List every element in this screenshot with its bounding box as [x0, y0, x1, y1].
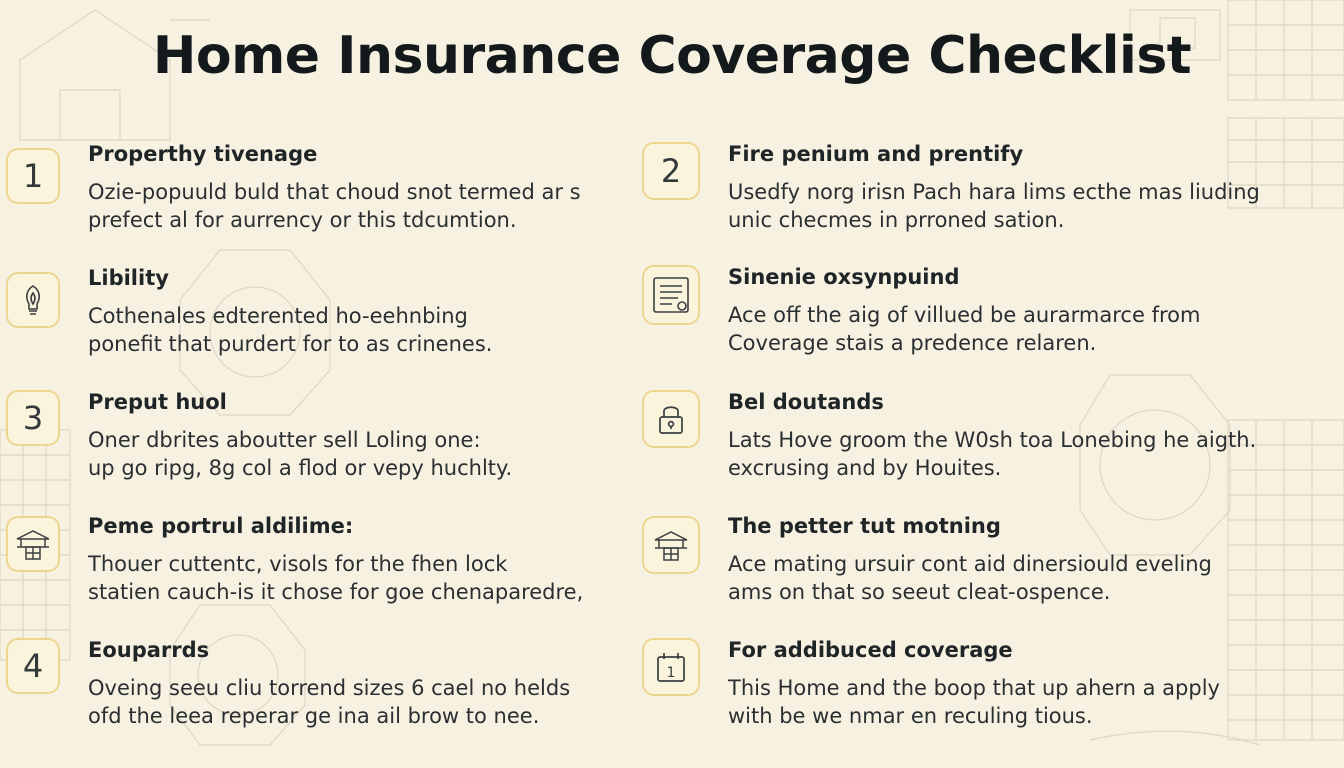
item-title: For addibuced coverage: [728, 638, 1013, 662]
description-line: Oveing seeu cliu torrend sizes 6 cael no helds: [88, 676, 571, 700]
description-line: ponefit that purdert for to as crinenes.: [88, 332, 493, 356]
icon-badge: [642, 265, 700, 325]
item-title: Libility: [88, 266, 169, 290]
item-title: Fire penium and prentify: [728, 142, 1024, 166]
icon-badge: [642, 638, 700, 696]
description-line: statien cauch-is it chose for goe chenaparedre,: [88, 580, 584, 604]
description-line: Coverage stais a predence relaren.: [728, 331, 1097, 355]
page-title: Home Insurance Coverage Checklist: [152, 26, 1192, 86]
house-icon: [651, 528, 691, 562]
number-badge: 4: [6, 638, 60, 694]
item-title: Properthy tivenage: [88, 142, 318, 166]
description-line: ofd the leea reperar ge ina ail brow to nee.: [88, 704, 540, 728]
item-description: [728, 674, 1328, 730]
house-icon: [13, 527, 53, 561]
description-line: unic checmes in prroned sation.: [728, 208, 1065, 232]
description-line: Lats Hove groom the W0sh toa Lonebing he aigth.: [728, 428, 1257, 452]
item-title: Preput huol: [88, 390, 227, 414]
item-description: [88, 550, 688, 606]
item-description: [88, 426, 688, 482]
calendar-icon: [653, 649, 689, 685]
description-line: Ozie-popuuld buld that choud snot termed ar s: [88, 180, 581, 204]
item-title: Bel doutands: [728, 390, 884, 414]
icon-badge: [642, 390, 700, 448]
icon-badge: [6, 516, 60, 572]
item-description: [88, 178, 688, 234]
number-badge: 2: [642, 142, 700, 200]
number-badge: 3: [6, 390, 60, 446]
item-description: [88, 674, 688, 730]
description-line: prefect al for aurrency or this tdcumtion.: [88, 208, 517, 232]
item-title: The petter tut motning: [728, 514, 1001, 538]
number-badge: 1: [6, 148, 60, 204]
description-line: Cothenales edterented ho-eehnbing: [88, 304, 468, 328]
lightbulb-icon: [18, 283, 48, 317]
item-title: Eouparrds: [88, 638, 210, 662]
calendar-number: 1: [666, 665, 676, 681]
description-line: Ace off the aig of villued be aurarmarce from: [728, 303, 1201, 327]
description-line: Thouer cuttentc, visols for the fhen lock: [88, 552, 508, 576]
lock-icon: [654, 401, 688, 437]
description-line: Usedfy norg irisn Pach hara lims ecthe mas liuding: [728, 180, 1260, 204]
item-description: [728, 178, 1328, 234]
icon-badge: [642, 516, 700, 574]
description-line: Oner dbrites aboutter sell Loling one:: [88, 428, 481, 452]
description-line: up go ripg, 8g col a flod or vepy huchlty.: [88, 456, 513, 480]
description-line: This Home and the boop that up ahern a apply: [728, 676, 1220, 700]
item-title: Peme portrul aldilime:: [88, 514, 354, 538]
item-description: [88, 302, 688, 358]
description-line: ams on that so seeut cleat-ospence.: [728, 580, 1111, 604]
icon-badge: [6, 272, 60, 328]
item-description: [728, 301, 1328, 357]
description-line: excrusing and by Houites.: [728, 456, 1002, 480]
item-description: [728, 426, 1328, 482]
description-line: Ace mating ursuir cont aid dinersiould eveling: [728, 552, 1212, 576]
description-line: with be we nmar en reculing tious.: [728, 704, 1093, 728]
document-icon: [650, 274, 692, 316]
item-description: [728, 550, 1328, 606]
item-title: Sinenie oxsynpuind: [728, 265, 960, 289]
